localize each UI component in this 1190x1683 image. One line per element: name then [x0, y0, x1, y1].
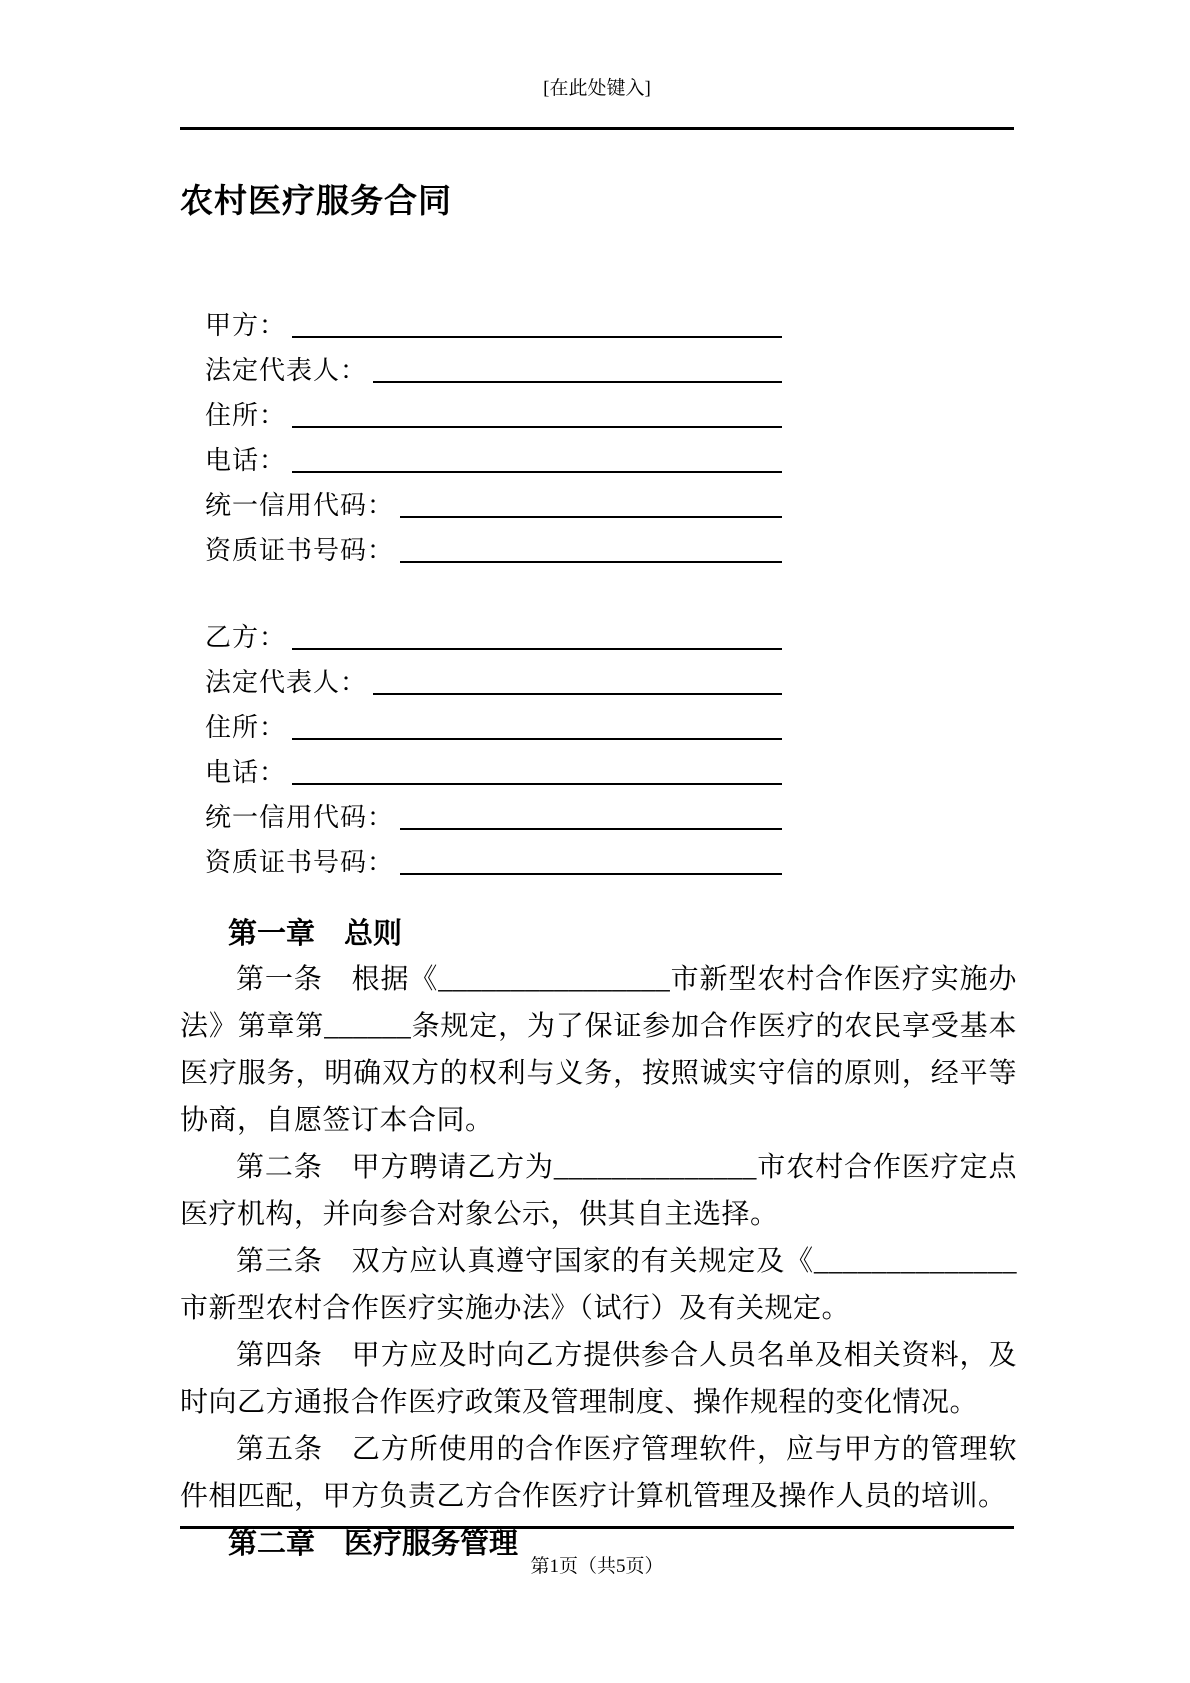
blank-fill-line[interactable]: [400, 828, 782, 830]
field-label: 统一信用代码：: [205, 803, 395, 832]
field-row-party-b-name: [205, 609, 782, 654]
article-1-paragraph: 第一条 根据《________________市新型农村合作医疗实施办法》第章第______条规定，为了保证参加合作医疗的农民享受基本医疗服务，明确双方的权利与义务，按照诚实守信的原则，经平等协商，自愿签订本合同。: [180, 964, 1017, 1136]
field-label: 统一信用代码：: [205, 491, 395, 520]
field-label: 甲方：: [205, 311, 287, 340]
blank-fill-line[interactable]: [373, 693, 782, 695]
field-row-party-a-credit-code: [205, 477, 782, 522]
blank-fill-line[interactable]: [292, 648, 782, 650]
field-row-party-b-representative: [205, 654, 782, 699]
field-row-party-a-phone: [205, 432, 782, 477]
chapter-heading-medical-service-management: 第二章 医疗服务管理: [228, 1528, 519, 1560]
field-row-party-b-phone: [205, 744, 782, 789]
header-type-here-placeholder[interactable]: [在此处键入]: [543, 78, 651, 99]
chapter-heading-general-provisions: 第一章 总则: [228, 918, 403, 950]
blank-fill-line[interactable]: [400, 561, 782, 563]
article-5-paragraph: 第五条 乙方所使用的合作医疗管理软件，应与甲方的管理软件相匹配，甲方负责乙方合作医疗计算机管理及操作人员的培训。: [180, 1434, 1017, 1512]
field-label: 住所：: [205, 713, 287, 742]
document-header: [180, 0, 1014, 130]
blank-fill-line[interactable]: [292, 738, 782, 740]
field-row-party-a-name: [205, 297, 782, 342]
field-label: 法定代表人：: [205, 356, 368, 385]
field-label: 资质证书号码：: [205, 536, 395, 565]
blank-fill-line[interactable]: [400, 516, 782, 518]
field-label: 住所：: [205, 401, 287, 430]
blank-fill-line[interactable]: [292, 471, 782, 473]
page-number: 第1页（共5页）: [530, 1556, 664, 1577]
field-row-party-b-address: [205, 699, 782, 744]
field-label: 资质证书号码：: [205, 848, 395, 877]
blank-fill-line[interactable]: [292, 783, 782, 785]
field-row-party-a-representative: [205, 342, 782, 387]
header-rule: [180, 127, 1014, 130]
party-b-section: [205, 609, 1190, 879]
field-row-party-a-certificate-number: [205, 522, 782, 567]
chapter-1-articles: [180, 956, 1017, 1520]
field-label: 电话：: [205, 446, 287, 475]
article-3-paragraph: 第三条 双方应认真遵守国家的有关规定及《______________市新型农村合作医疗实施办法》（试行）及有关规定。: [180, 1246, 1017, 1324]
blank-fill-line[interactable]: [292, 336, 782, 338]
document-footer: [180, 1526, 1014, 1579]
party-a-section: [205, 297, 1190, 567]
field-row-party-b-credit-code: [205, 789, 782, 834]
document-title: 农村医疗服务合同: [180, 182, 452, 219]
field-row-party-a-address: [205, 387, 782, 432]
field-label: 乙方：: [205, 623, 287, 652]
field-label: 法定代表人：: [205, 668, 368, 697]
field-row-party-b-certificate-number: [205, 834, 782, 879]
article-2-paragraph: 第二条 甲方聘请乙方为______________市农村合作医疗定点医疗机构，并向参合对象公示，供其自主选择。: [180, 1152, 1017, 1230]
blank-fill-line[interactable]: [373, 381, 782, 383]
article-4-paragraph: 第四条 甲方应及时向乙方提供参合人员名单及相关资料，及时向乙方通报合作医疗政策及管理制度、操作规程的变化情况。: [180, 1340, 1017, 1418]
blank-fill-line[interactable]: [400, 873, 782, 875]
field-label: 电话：: [205, 758, 287, 787]
blank-fill-line[interactable]: [292, 426, 782, 428]
